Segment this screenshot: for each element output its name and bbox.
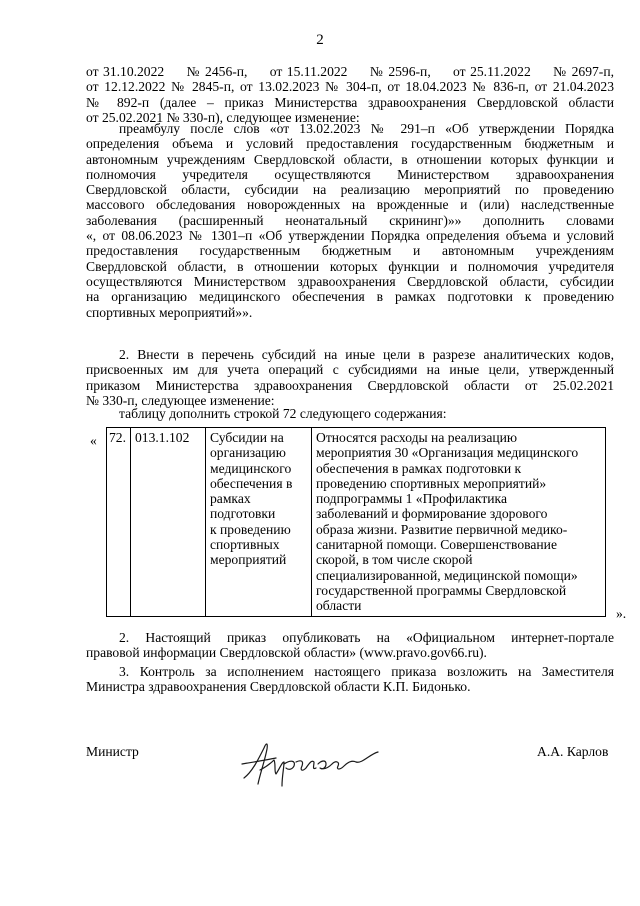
cell-line: мероприятий	[210, 552, 287, 568]
text-line: на организацию медицинского обеспечения в рамках подготовки к проведению	[86, 289, 614, 305]
text-line: полномочия учредителя осуществляются Министерством здравоохранения	[86, 166, 614, 182]
inserted-table-row	[106, 427, 606, 617]
cell-line: мероприятия 30 «Организация медицинского	[316, 445, 579, 461]
text-line: автономным учреждениям Свердловской области, в отношении которых функции и	[86, 151, 614, 167]
signatory-name: А.А. Карлов	[537, 744, 609, 759]
cell-line: санитарной помощи. Совершенствование	[316, 537, 557, 553]
cell-line: государственной программы Свердловской	[316, 582, 567, 598]
text-line: от 12.12.2022 № 2845-п, от 13.02.2023 № 304-п, от 18.04.2023 № 836-п, от 21.04.2023	[86, 79, 614, 95]
cell-subsidy-name	[206, 428, 312, 617]
text-line: «, от 08.06.2023 № 1301–п «Об утверждении Порядка определения объема и условий	[86, 228, 614, 244]
cell-line: спортивных	[210, 537, 280, 553]
page-number: 2	[316, 32, 324, 48]
text-line: массового обследования новорожденных на врожденные и (или) наследственные	[86, 197, 614, 213]
text-line: приказом Министерства здравоохранения Свердловской области от 25.02.2021	[86, 377, 614, 393]
cell-code: 013.1.102	[131, 428, 206, 617]
text-line: правовой информации Свердловской области» (www.pravo.gov66.ru).	[86, 645, 487, 661]
cell-line: проведению спортивных мероприятий»	[316, 475, 547, 491]
quote-close: ».	[616, 606, 627, 621]
signatory-title: Министр	[86, 744, 139, 759]
cell-line: образа жизни. Развитие первичной медико-	[316, 521, 568, 537]
text-line: Министра здравоохранения Свердловской области К.П. Бидонько.	[86, 679, 471, 695]
paragraph-amendment-list	[86, 64, 614, 125]
text-line: № 892-п (далее – приказ Министерства здравоохранения Свердловской области	[86, 94, 614, 110]
cell-line: заболеваний и формирование здорового	[316, 506, 548, 522]
text-line: осуществляются Министерством здравоохранения Свердловской области, субсидии	[86, 273, 614, 289]
text-line: определения объема и условий предоставления государственным бюджетным и	[86, 136, 614, 152]
text-line: Свердловской области, в отношении которых функции и полномочия учредителя	[86, 258, 614, 274]
text-line: присвоенных им для учета операций с субсидиями на иные цели, утвержденный	[86, 362, 614, 378]
paragraph-item-2	[86, 347, 614, 408]
text-line: 3. Контроль за исполнением настоящего приказа возложить на Заместителя	[119, 664, 614, 679]
quote-open: «	[90, 433, 97, 448]
cell-line: организацию	[210, 445, 286, 461]
paragraph-table-intro	[86, 406, 614, 421]
cell-line: рамках	[210, 491, 251, 507]
cell-description	[312, 428, 606, 617]
cell-line: обеспечения в	[210, 475, 293, 491]
text-line: 2. Настоящий приказ опубликовать на «Официальном интернет-портале	[119, 630, 614, 645]
text-line: № 330-п, следующее изменение:	[86, 392, 275, 408]
cell-line: Относятся расходы на реализацию	[316, 430, 518, 445]
text-line: таблицу дополнить строкой 72 следующего содержания:	[119, 406, 447, 421]
text-line: 2. Внести в перечень субсидий на иные цели в разрезе аналитических кодов,	[119, 347, 614, 362]
text-line: от 31.10.2022 № 2456-п, от 15.11.2022 № 2596-п, от 25.11.2022 № 2697-п,	[86, 64, 614, 79]
cell-line: обеспечения в рамках подготовки к	[316, 460, 522, 476]
handwritten-signature	[238, 734, 388, 790]
cell-line: Субсидии на	[210, 430, 284, 445]
text-line: преамбулу после слов «от 13.02.2023 № 291–п «Об утверждении Порядка	[119, 121, 614, 136]
cell-line: скорой, в том числе скорой	[316, 552, 473, 568]
text-line: от 25.02.2021 № 330-п), следующее изменение:	[86, 109, 360, 125]
cell-line: специализированной, медицинской помощи»	[316, 567, 578, 583]
text-line: предоставления государственным бюджетным и автономным учреждениям	[86, 243, 614, 259]
cell-line: области	[316, 598, 362, 614]
paragraph-publish	[86, 630, 614, 661]
text-line: спортивных мероприятий»».	[86, 304, 253, 320]
paragraph-preamble-change	[86, 121, 614, 320]
table-row	[107, 428, 606, 617]
text-line: заболевания (расширенный неонатальный скрининг)»» дополнить словами	[86, 212, 614, 228]
cell-line: подготовки	[210, 506, 276, 522]
text-line: Свердловской области, субсидии на реализацию мероприятий по проведению	[86, 182, 614, 198]
paragraph-control	[86, 664, 614, 695]
cell-number: 72.	[107, 428, 131, 617]
cell-line: к проведению	[210, 521, 291, 537]
cell-line: медицинского	[210, 460, 292, 476]
cell-line: подпрограммы 1 «Профилактика	[316, 491, 507, 507]
